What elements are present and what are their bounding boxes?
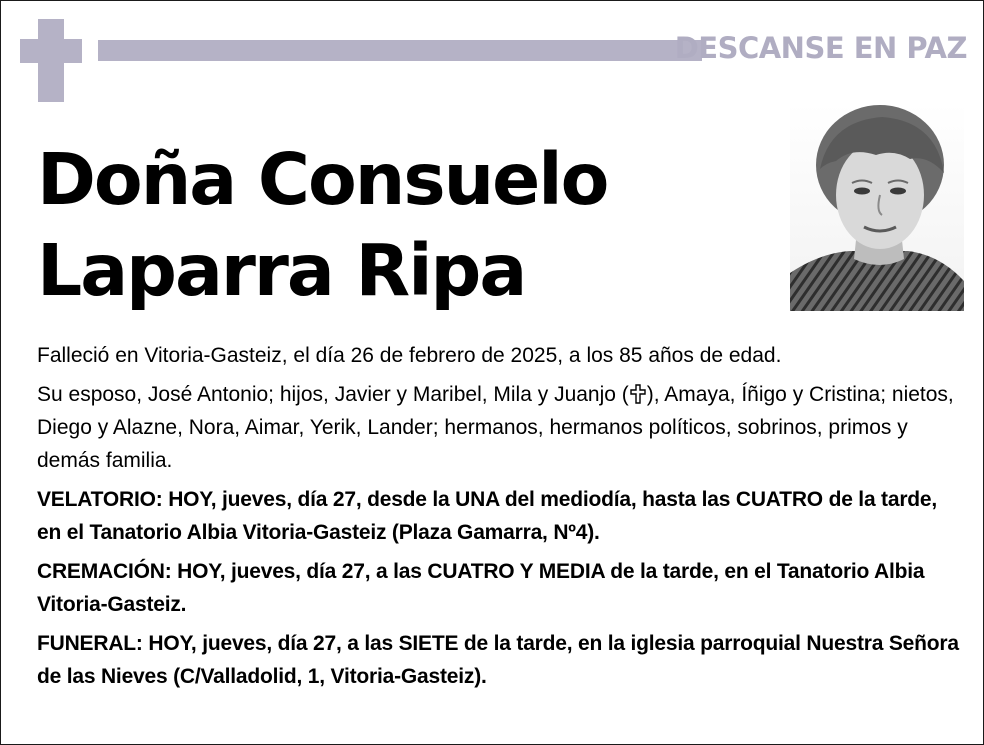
family-list (37, 378, 962, 477)
deceased-name (37, 134, 607, 316)
header-rule (98, 40, 702, 61)
family-list-part1: Su esposo, José Antonio; hijos, Javier y Maribel, Mila y Juanjo ( (37, 383, 629, 406)
funeral-info: FUNERAL: HOY, jueves, día 27, a las SIETE de la tarde, en la iglesia parroquial Nuestra Señora de las Nieves (C/Valladolid, 1, Vitoria-Gasteiz). (37, 632, 959, 688)
cremation-info: CREMACIÓN: HOY, jueves, día 27, a las CUATRO Y MEDIA de la tarde, en el Tanatorio Albia Vitoria-Gasteiz. (37, 560, 925, 616)
family-list-part2: ), Amaya, Íñigo y Cristina; nietos, Diego y Alazne, Nora, Aimar, Yerik, Lander; hermanos, hermanos políticos, sobrinos, primos y demás familia. (37, 383, 954, 472)
deceased-name-line1: Doña Consuelo (37, 138, 608, 221)
notice-body (37, 339, 962, 699)
cross-icon-horizontal (20, 39, 82, 63)
portrait-photo (790, 103, 964, 311)
death-statement: Falleció en Vitoria-Gasteiz, el día 26 de febrero de 2025, a los 85 años de edad. (37, 344, 782, 367)
deceased-name-line2: Laparra Ripa (37, 229, 526, 312)
cross-icon (629, 384, 647, 404)
wake-info: VELATORIO: HOY, jueves, día 27, desde la UNA del mediodía, hasta las CUATRO de la tarde, en el Tanatorio Albia Vitoria-Gasteiz (Plaza Gamarra, Nº4). (37, 488, 938, 544)
banner-text: DESCANSE EN PAZ (674, 31, 967, 65)
